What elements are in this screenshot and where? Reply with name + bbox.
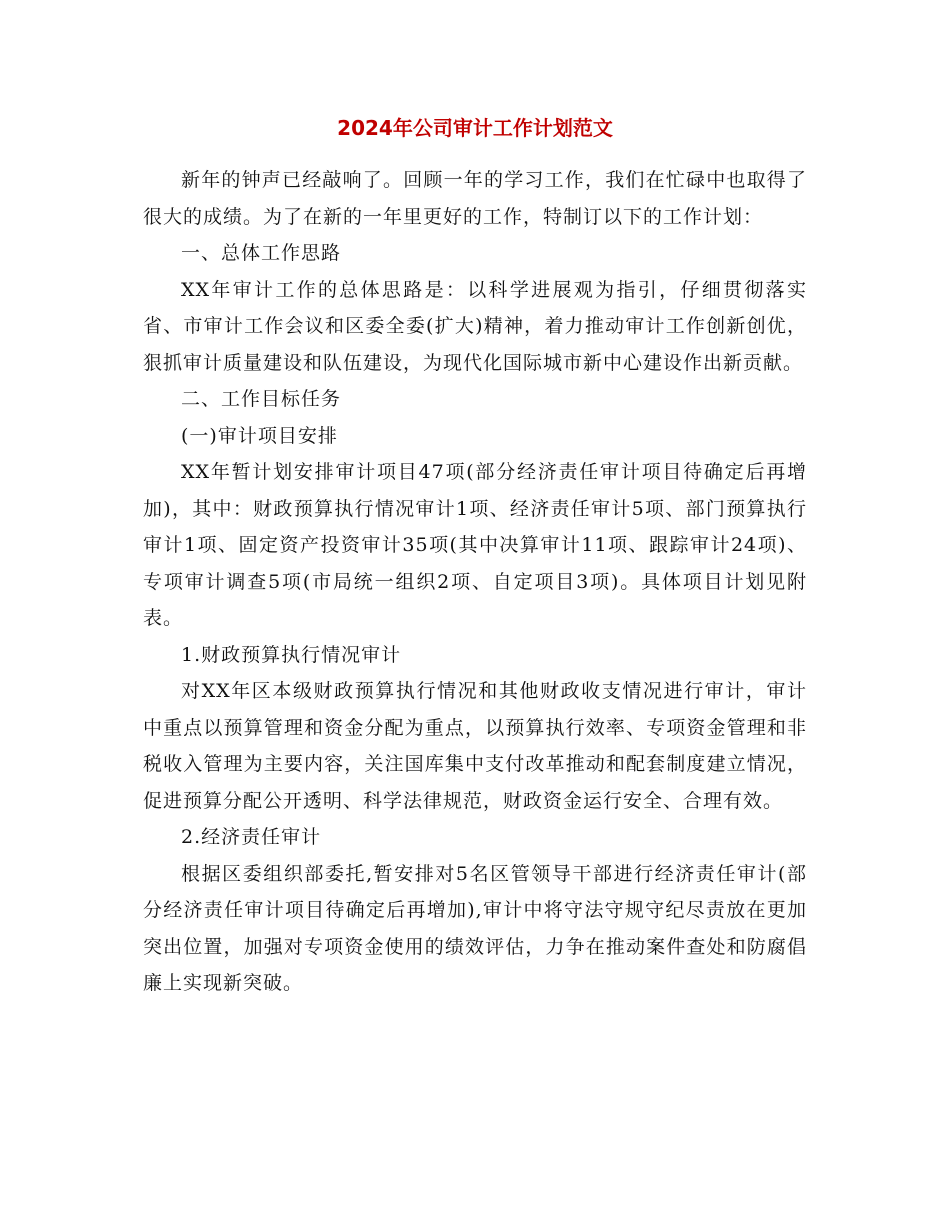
paragraph-audit-projects: XX年暂计划安排审计项目47项(部分经济责任审计项目待确定后再增加)，其中：财政预算执行情况审计1项、经济责任审计5项、部门预算执行审计1项、固定资产投资审计35项(其中决算审计11项、跟踪审计24项)、专项审计调查5项(市局统一组织2项、自定项目3项)。具体项目计划见附表。 bbox=[143, 461, 807, 629]
heading-fiscal-budget-audit: 1.财政预算执行情况审计 bbox=[181, 643, 402, 666]
document-title: 2024年公司审计工作计划范文 bbox=[337, 116, 613, 140]
subheading-audit-projects: (一)审计项目安排 bbox=[181, 424, 338, 447]
paragraph-intro: 新年的钟声已经敲响了。回顾一年的学习工作，我们在忙碌中也取得了很大的成绩。为了在新的一年里更好的工作，特制订以下的工作计划： bbox=[143, 169, 807, 228]
heading-overall-approach: 一、总体工作思路 bbox=[181, 242, 342, 264]
paragraph-overall-approach: XX年审计工作的总体思路是：以科学进展观为指引，仔细贯彻落实省、市审计工作会议和区委全委(扩大)精神，着力推动审计工作创新创优，狠抓审计质量建设和队伍建设，为现代化国际城市新中心建设作出新贡献。 bbox=[143, 278, 807, 374]
paragraph-fiscal-budget-audit: 对XX年区本级财政预算执行情况和其他财政收支情况进行审计，审计中重点以预算管理和资金分配为重点，以预算执行效率、专项资金管理和非税收入管理为主要内容，关注国库集中支付改革推动和配套制度建立情况，促进预算分配公开透明、科学法律规范，财政资金运行安全、合理有效。 bbox=[143, 680, 807, 812]
paragraph-economic-responsibility-audit: 根据区委组织部委托,暂安排对5名区管领导干部进行经济责任审计(部分经济责任审计项目待确定后再增加),审计中将守法守规守纪尽责放在更加突出位置，加强对专项资金使用的绩效评估，力争在推动案件查处和防腐倡廉上实现新突破。 bbox=[143, 862, 807, 994]
document-page bbox=[143, 108, 807, 1002]
heading-economic-responsibility-audit: 2.经济责任审计 bbox=[181, 826, 322, 848]
heading-goals-tasks: 二、工作目标任务 bbox=[181, 388, 342, 410]
